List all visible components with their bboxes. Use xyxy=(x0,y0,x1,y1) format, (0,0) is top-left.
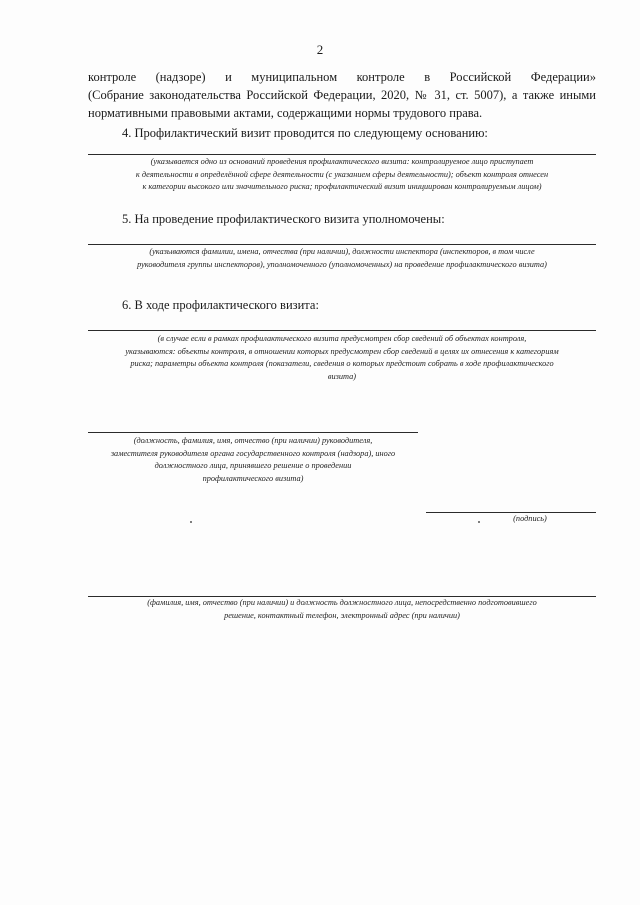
item-5-note: (указываются фамилии, имена, отчества (при наличии), должности инспектора (инспекторов, в том числе руководителя группы инспекторов), уполномоченного (уполномоченных) на проведение профилактического визита) xyxy=(137,247,547,269)
preparer-note: (фамилия, имя, отчество (при наличии) и должность должностного лица, непосредственно подготовившего решение, контактный телефон, электронный адрес (при наличии) xyxy=(147,598,537,620)
scan-speck xyxy=(478,521,480,523)
scan-speck xyxy=(190,521,192,523)
signature-label: (подпись) xyxy=(513,514,547,523)
item-6-heading: 6. В ходе профилактического визита: xyxy=(122,298,319,312)
item-6-fill-line xyxy=(88,330,596,331)
intro-line-3: нормативными правовыми актами, содержащими нормы трудового права. xyxy=(88,106,483,120)
official-fill-line xyxy=(88,432,418,433)
item-5-fill-line xyxy=(88,244,596,245)
intro-line-2: (Собрание законодательства Российской Федерации, 2020, № 31, ст. 5007), а также иными xyxy=(88,88,596,102)
official-note: (должность, фамилия, имя, отчество (при наличии) руководителя, заместителя руководителя органа государственного контроля (надзора), иного должностного лица, принявшего решение о проведении профилактического визита) xyxy=(110,436,396,483)
item-4-heading: 4. Профилактический визит проводится по следующему основанию: xyxy=(122,126,488,140)
item-4-note: (указывается одно из оснований проведения профилактического визита: контролируемое лицо приступает к деятельности в определённой сфере деятельности (с указанием сферы деятельности); объект контроля отнесен к категории высокого или значительного риска; профилактический визит инициирован контролируемым лицом) xyxy=(135,157,549,191)
item-4-fill-line xyxy=(88,154,596,155)
page-number: 2 xyxy=(316,42,324,57)
intro-paragraph xyxy=(88,68,596,122)
item-6-note: (в случае если в рамках профилактического визита предусмотрен сбор сведений об объектах контроля, указываются: объекты контроля, в отношении которых предусмотрен сбор сведений в целях их отнесения к категориям риска; параметры объекта контроля (показатели, сведения о которых предстоит собрать в ходе профилактического визита) xyxy=(125,334,559,381)
intro-line-1: контроле (надзоре) и муниципальном контроле в Российской Федерации» xyxy=(88,70,596,84)
item-5-heading: 5. На проведение профилактического визита уполномочены: xyxy=(122,212,445,226)
